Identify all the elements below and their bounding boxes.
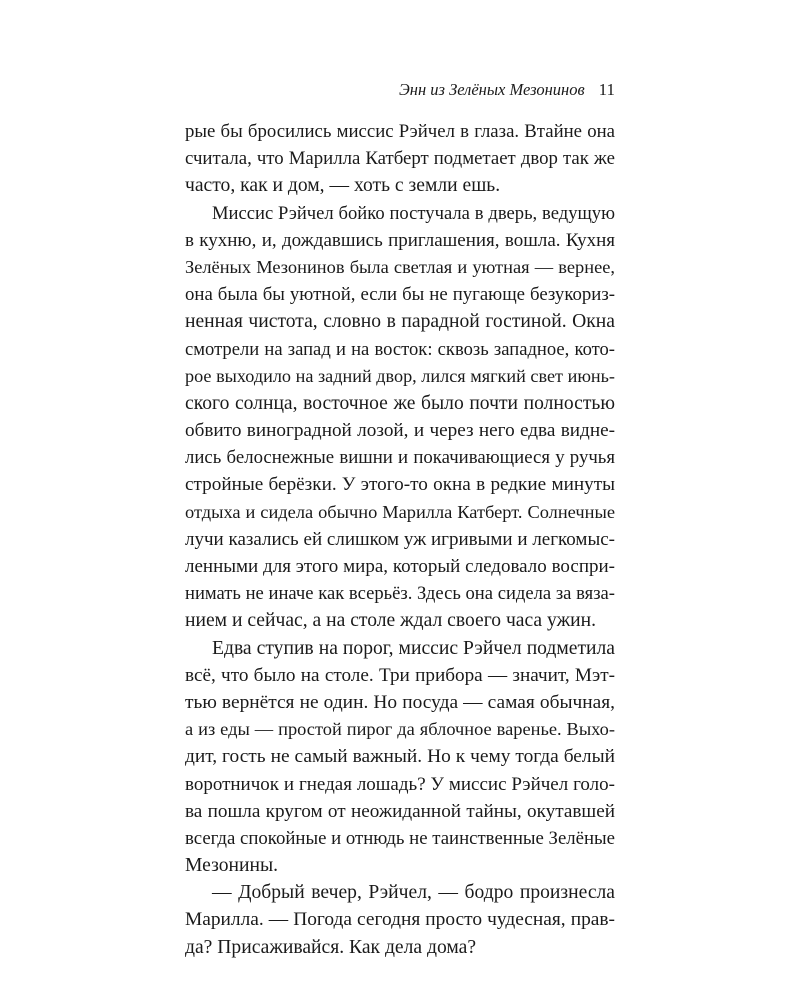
- text-line: Миссис Рэйчел бойко постучала в дверь, ведущую: [212, 202, 615, 224]
- text-line: в кухню, и, дождавшись приглашения, вошла. Кухня: [185, 229, 615, 251]
- text-line: обвито виноградной лозой, и через него едва видне-: [185, 420, 615, 442]
- text-line: рое выходило на задний двор, лился мягкий свет июнь-: [185, 365, 615, 386]
- text-line: ского солнца, восточное же было почти полностью: [185, 392, 615, 414]
- running-title: Энн из Зелёных Мезонинов: [398, 80, 585, 99]
- body-text: [185, 118, 615, 961]
- text-line: ва пошла кругом от неожиданной тайны, окутавшей: [185, 800, 615, 822]
- text-line: Мезонины.: [185, 855, 279, 877]
- text-line: да? Присаживайся. Как дела дома?: [185, 936, 477, 958]
- text-line: воротничок и гнедая лошадь? У миссис Рэйчел голо-: [185, 773, 615, 795]
- text-line: всегда спокойные и отнюдь не таинственные Зелёные: [185, 827, 615, 849]
- text-line: — Добрый вечер, Рэйчел, — бодро произнесла: [212, 882, 615, 904]
- text-line: смотрели на запад и на восток: сквозь западное, кото-: [185, 338, 615, 360]
- text-line: Зелёных Мезонинов была светлая и уютная — вернее,: [185, 256, 615, 277]
- text-line: нимать не иначе как всерьёз. Здесь она сидела за вяза-: [185, 583, 615, 605]
- text-line: ненная чистота, словно в парадной гостиной. Окна: [185, 311, 615, 333]
- page-number: 11: [598, 80, 615, 99]
- text-line: лись белоснежные вишни и покачивающиеся у ручья: [185, 447, 615, 469]
- text-line: лучи казались ей слишком уж игривыми и легкомыс-: [185, 528, 615, 550]
- running-head: [185, 80, 615, 106]
- text-line: ленными для этого мира, который следовало воспри-: [185, 556, 615, 577]
- text-line: отдыха и сидела обычно Марилла Катберт. Солнечные: [185, 501, 615, 522]
- text-line: тью вернётся не один. Но посуда — самая обычная,: [185, 691, 615, 713]
- text-line: а из еды — простой пирог да яблочное варенье. Выхо-: [185, 719, 615, 740]
- text-line: считала, что Марилла Катберт подметает двор так же: [185, 148, 615, 170]
- text-line: она была бы уютной, если бы не пугающе безукориз-: [185, 284, 615, 306]
- text-line: Едва ступив на порог, миссис Рэйчел подметила: [212, 637, 615, 659]
- text-line: дит, гость не самый важный. Но к чему тогда белый: [185, 746, 615, 768]
- text-line: всё, что было на столе. Три прибора — значит, Мэт-: [185, 664, 615, 686]
- text-line: Марилла. — Погода сегодня просто чудесная, прав-: [185, 909, 615, 931]
- text-line: стройные берёзки. У этого-то окна в редкие минуты: [185, 474, 615, 496]
- text-line: нием и сейчас, а на столе ждал своего часа ужин.: [185, 610, 596, 632]
- text-line: часто, как и дом, — хоть с земли ешь.: [185, 175, 501, 197]
- text-line: рые бы бросились миссис Рэйчел в глаза. Втайне она: [185, 121, 615, 142]
